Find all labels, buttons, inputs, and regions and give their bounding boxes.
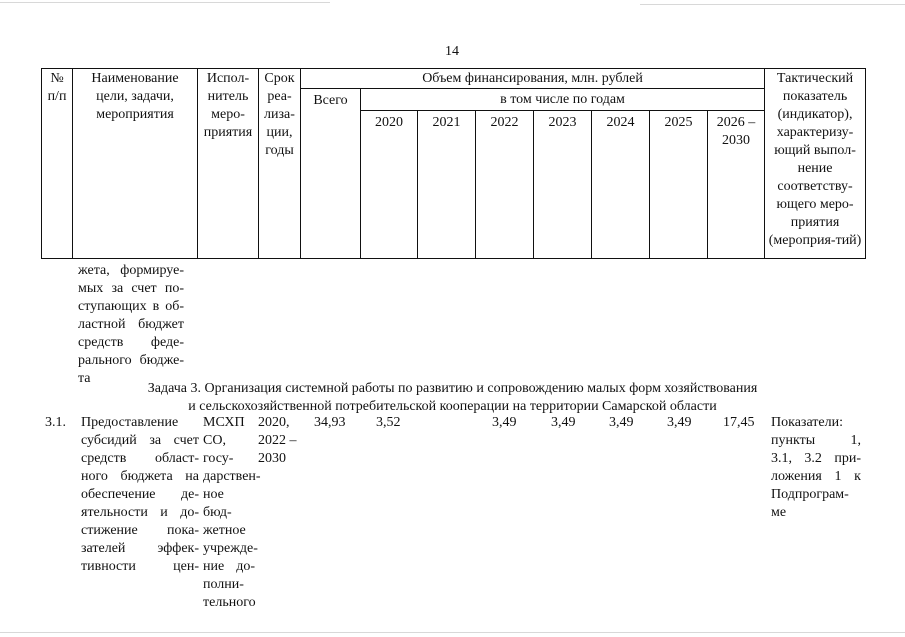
header-financing: Объем финансирования, млн. рублей bbox=[301, 69, 765, 89]
header-indicator: Тактический показатель (индикатор), характеризу-ющий выпол-нение соответству-ющего меро-приятия (мероприя-тий) bbox=[765, 69, 866, 259]
row-value-2026-2030: 17,45 bbox=[723, 415, 755, 430]
scan-top-line-left bbox=[0, 2, 330, 3]
header-year-2025: 2025 bbox=[650, 111, 708, 259]
row-executor-text: МСХП СО, госу- дарствен- ное бюд- жетное учрежде- ние до- полни- тельного bbox=[203, 415, 261, 610]
header-by-years: в том числе по годам bbox=[361, 89, 765, 111]
header-number: № п/п bbox=[42, 69, 73, 259]
scan-bottom-line bbox=[0, 632, 905, 633]
header-executor: Испол-нитель меро-приятия bbox=[198, 69, 259, 259]
header-name: Наименование цели, задачи, мероприятия bbox=[73, 69, 198, 259]
page-number: 14 bbox=[445, 44, 459, 59]
header-term: Срок реа-лиза-ции, годы bbox=[259, 69, 301, 259]
header-year-2023: 2023 bbox=[534, 111, 592, 259]
header-year-2026-2030: 2026 – 2030 bbox=[708, 111, 765, 259]
row-value-2022: 3,49 bbox=[492, 415, 517, 430]
row-total-value: 34,93 bbox=[314, 415, 346, 430]
continued-name-text: жета, формируе- мых за счет по- ступающих в об- ластной бюджет средств феде- рального бюдже- та bbox=[78, 263, 184, 386]
row-value-2025: 3,49 bbox=[667, 415, 692, 430]
row-number: 3.1. bbox=[45, 415, 66, 430]
row-indicator-text: Показатели: пункты 1, 3.1, 3.2 при- ложения 1 к Подпрограм- ме bbox=[771, 415, 861, 520]
header-year-2022: 2022 bbox=[476, 111, 534, 259]
row-value-2020: 3,52 bbox=[376, 415, 401, 430]
table-header bbox=[41, 68, 866, 259]
header-year-2020: 2020 bbox=[361, 111, 418, 259]
header-year-2024: 2024 bbox=[592, 111, 650, 259]
scan-top-line-right bbox=[640, 4, 905, 5]
row-value-2024: 3,49 bbox=[609, 415, 634, 430]
row-term-text: 2020, 2022 – 2030 bbox=[258, 415, 297, 466]
header-total: Всего bbox=[301, 89, 361, 259]
task-title: Задача 3. Организация системной работы по развитию и сопровождению малых форм хозяйствования и сельскохозяйственной потребительской кооперации на территории Самарской области bbox=[147, 381, 758, 414]
header-year-2021: 2021 bbox=[418, 111, 476, 259]
row-value-2023: 3,49 bbox=[551, 415, 576, 430]
row-name-text: Предоставление субсидий за счет средств област- ного бюджета на обеспечение де- ятельности и до- стижение пока- зателей эффек- тивности цен- bbox=[81, 415, 199, 574]
